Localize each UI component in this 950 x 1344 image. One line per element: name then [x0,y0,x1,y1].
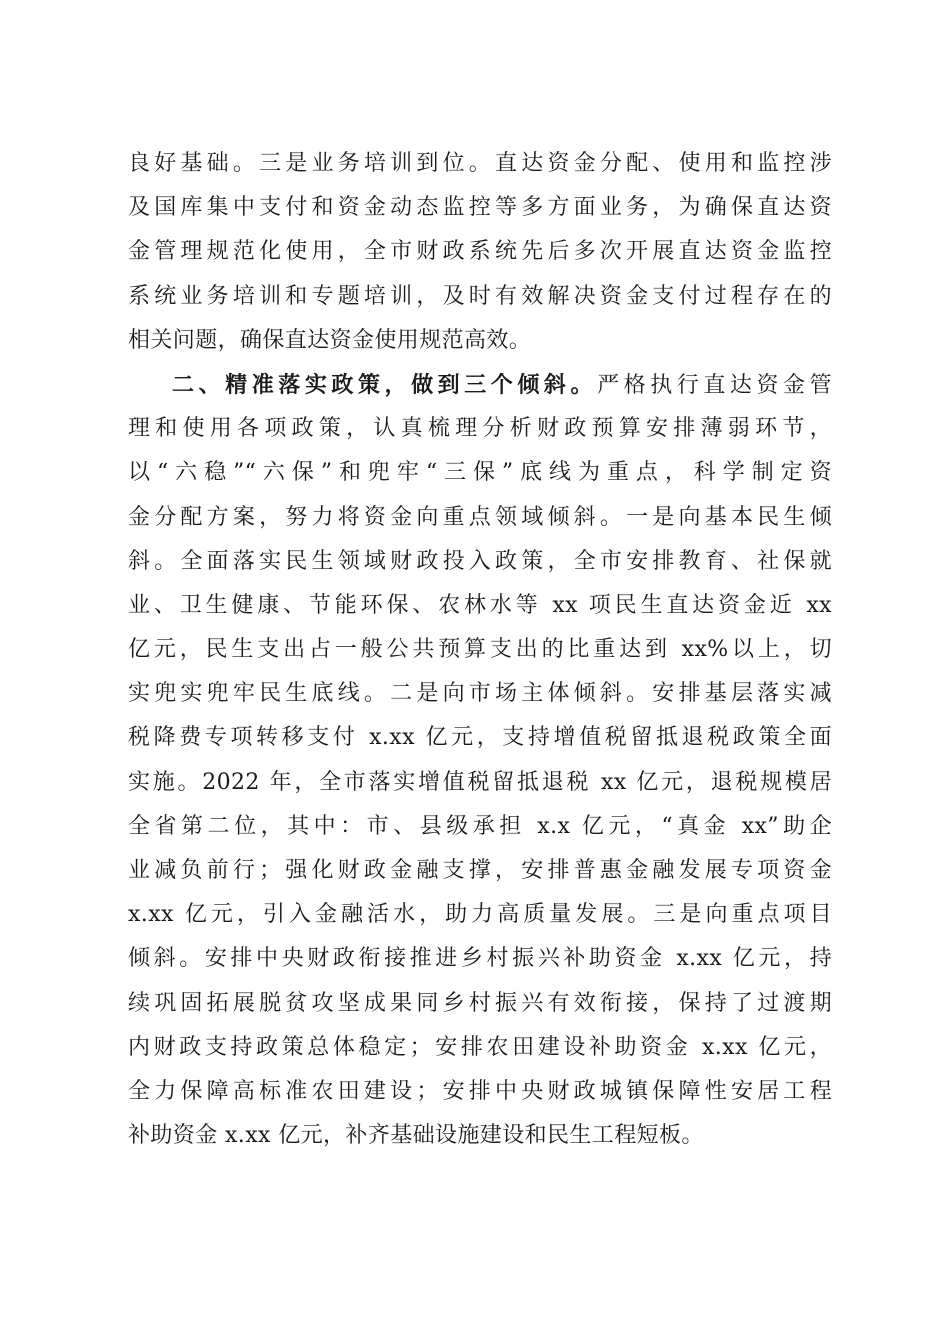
text-line: 业、卫生健康、节能环保、农林水等 xx 项民生直达资金近 xx [128,592,832,618]
paragraph-training [128,142,832,363]
text-line: 理和使用各项政策，认真梳理分析财政预算安排薄弱环节， [128,416,832,442]
text-line: 实兜实兜牢民生底线。二是向市场主体倾斜。安排基层落实减 [128,681,832,707]
text-line: 斜。全面落实民生领域财政投入政策，全市安排教育、社保就 [128,548,832,574]
text-line: 倾斜。安排中央财政衔接推进乡村振兴补助资金 x.xx 亿元，持 [128,946,832,972]
text-line: 良好基础。三是业务培训到位。直达资金分配、使用和监控涉 [128,151,832,176]
text-line: 金管理规范化使用，全市财政系统先后多次开展直达资金监控 [128,239,832,265]
text-line: 金分配方案，努力将资金向重点领域倾斜。一是向基本民生倾 [128,504,832,530]
paragraph-policy [128,363,832,1158]
text-line: 实施。2022 年，全市落实增值税留抵退税 xx 亿元，退税规模居 [128,769,832,795]
text-line: x.xx 亿元，引入金融活水，助力高质量发展。三是向重点项目 [128,902,832,928]
text-line: 内财政支持政策总体稳定；安排农田建设补助资金 x.xx 亿元， [128,1034,832,1060]
section-heading: 二、精准落实政策，做到三个倾斜。 [172,371,598,398]
text-line: 相关问题，确保直达资金使用规范高效。 [128,327,532,353]
text-line: 及国库集中支付和资金动态监控等多方面业务，为确保直达资 [128,195,832,221]
paragraph-first-line [128,363,832,407]
text-line: 补助资金 x.xx 亿元，补齐基础设施建设和民生工程短板。 [128,1123,704,1149]
text-line: 业减负前行；强化财政金融支撑，安排普惠金融发展专项资金 [128,858,832,883]
text-line: 系统业务培训和专题培训，及时有效解决资金支付过程存在的 [128,283,832,309]
document-body [128,142,832,1158]
text-line: 续巩固拓展脱贫攻坚成果同乡村振兴有效衔接，保持了过渡期 [128,990,832,1016]
text-line: 以“六稳”“六保”和兜牢“三保”底线为重点，科学制定资 [128,460,832,486]
text-line: 全省第二位，其中：市、县级承担 x.x 亿元，“真金 xx”助企 [128,813,832,839]
text-line: 全力保障高标准农田建设；安排中央财政城镇保障性安居工程 [128,1078,832,1104]
text-segment: 严格执行直达资金管 [597,372,832,398]
text-line: 税降费专项转移支付 x.xx 亿元，支持增值税留抵退税政策全面 [128,725,832,751]
text-line: 亿元，民生支出占一般公共预算支出的比重达到 xx%以上，切 [128,637,832,663]
